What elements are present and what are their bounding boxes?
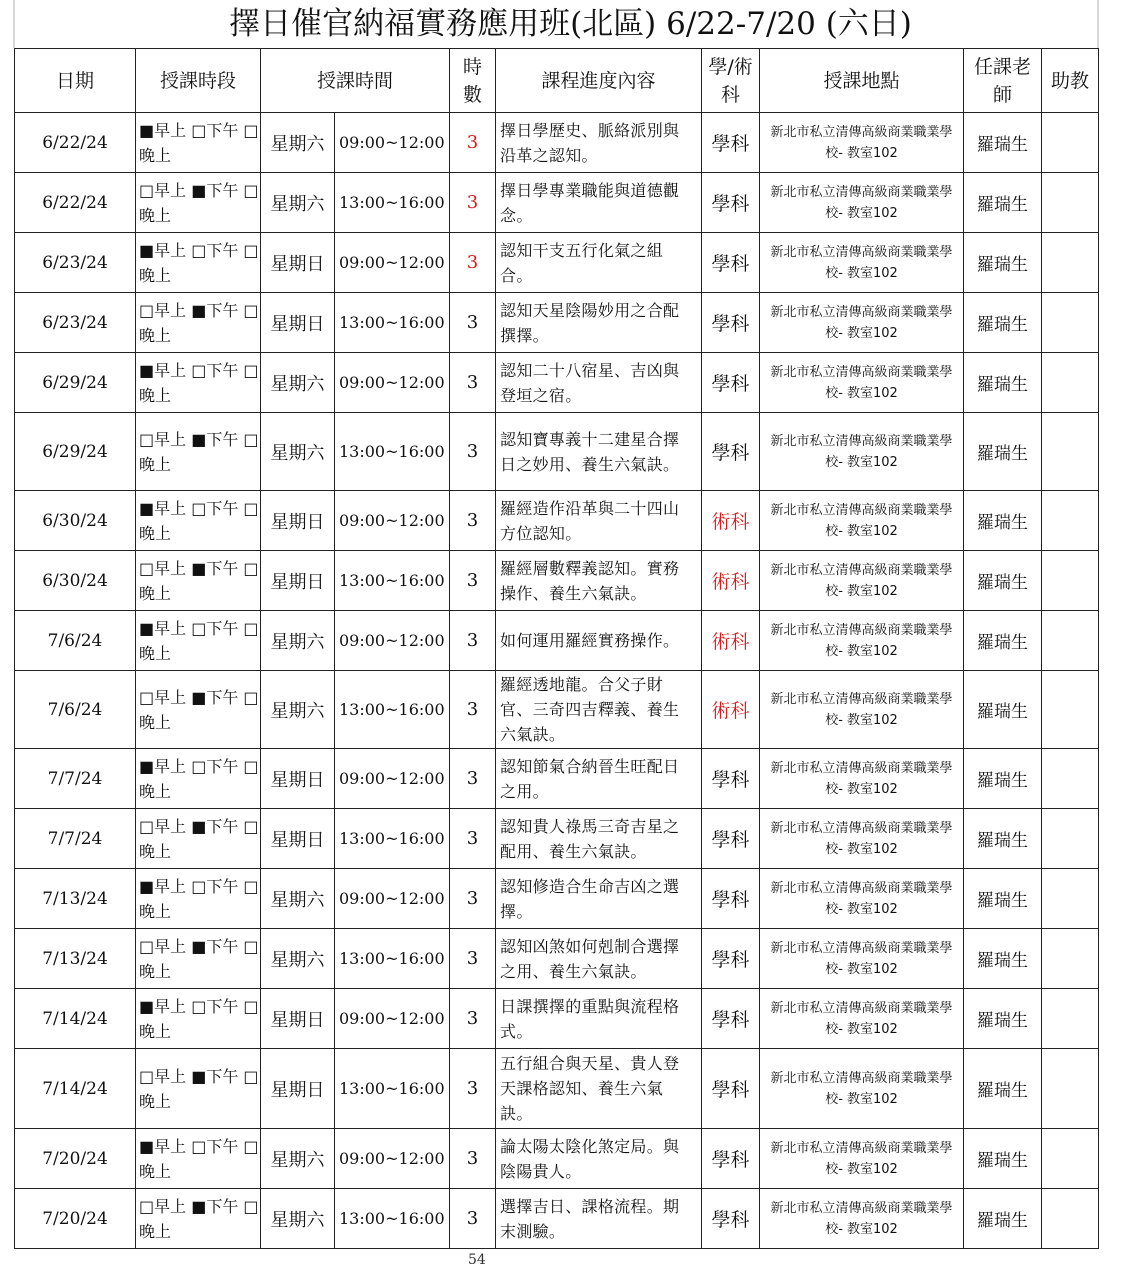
- course-type-cell: 學科: [702, 869, 760, 929]
- course-type-cell: 學科: [702, 989, 760, 1049]
- time-range-cell: 13:00~16:00: [335, 929, 450, 989]
- teacher-cell: 羅瑞生: [964, 809, 1042, 869]
- time-slot-cell: ■早上 □下午 □ 晚上: [136, 749, 261, 809]
- table-row: [15, 989, 1099, 1049]
- assistant-cell: [1042, 671, 1099, 749]
- teacher-cell: 羅瑞生: [964, 353, 1042, 413]
- header-assistant: 助教: [1042, 49, 1099, 113]
- course-type-cell: 學科: [702, 413, 760, 491]
- course-content-cell: 認知修造合生命吉凶之選 擇。: [496, 869, 702, 929]
- teacher-cell: 羅瑞生: [964, 113, 1042, 173]
- date-cell: 6/22/24: [15, 113, 136, 173]
- location-cell: 新北市私立清傳高級商業職業學 校- 教室102: [760, 809, 964, 869]
- date-cell: 7/14/24: [15, 989, 136, 1049]
- time-range-cell: 09:00~12:00: [335, 113, 450, 173]
- hours-cell: 3: [450, 611, 496, 671]
- location-cell: 新北市私立清傳高級商業職業學 校- 教室102: [760, 749, 964, 809]
- header-hours: 時 數: [450, 49, 496, 113]
- time-slot-cell: ■早上 □下午 □ 晚上: [136, 113, 261, 173]
- time-slot-cell: ■早上 □下午 □ 晚上: [136, 989, 261, 1049]
- date-cell: 6/30/24: [15, 491, 136, 551]
- table-row: [15, 491, 1099, 551]
- date-cell: 6/29/24: [15, 353, 136, 413]
- time-slot-cell: □早上 ■下午 □ 晚上: [136, 293, 261, 353]
- teacher-cell: 羅瑞生: [964, 671, 1042, 749]
- table-row: [15, 353, 1099, 413]
- date-cell: 6/29/24: [15, 413, 136, 491]
- weekday-cell: 星期六: [261, 173, 335, 233]
- table-row: [15, 173, 1099, 233]
- header-content: 課程進度內容: [496, 49, 702, 113]
- course-content-cell: 認知凶煞如何剋制合選擇 之用、養生六氣訣。: [496, 929, 702, 989]
- location-cell: 新北市私立清傳高級商業職業學 校- 教室102: [760, 353, 964, 413]
- course-type-cell: 學科: [702, 113, 760, 173]
- date-cell: 6/22/24: [15, 173, 136, 233]
- teacher-cell: 羅瑞生: [964, 413, 1042, 491]
- time-slot-cell: ■早上 □下午 □ 晚上: [136, 611, 261, 671]
- assistant-cell: [1042, 293, 1099, 353]
- course-content-cell: 認知干支五行化氣之組 合。: [496, 233, 702, 293]
- assistant-cell: [1042, 929, 1099, 989]
- weekday-cell: 星期日: [261, 809, 335, 869]
- assistant-cell: [1042, 869, 1099, 929]
- table-row: [15, 551, 1099, 611]
- course-content-cell: 認知貴人祿馬三奇吉星之 配用、養生六氣訣。: [496, 809, 702, 869]
- location-cell: 新北市私立清傳高級商業職業學 校- 教室102: [760, 173, 964, 233]
- teacher-cell: 羅瑞生: [964, 1049, 1042, 1129]
- course-content-cell: 五行組合與天星、貴人登 天課格認知、養生六氣 訣。: [496, 1049, 702, 1129]
- course-type-cell: 術科: [702, 491, 760, 551]
- course-type-cell: 學科: [702, 809, 760, 869]
- date-cell: 6/30/24: [15, 551, 136, 611]
- assistant-cell: [1042, 353, 1099, 413]
- time-range-cell: 09:00~12:00: [335, 869, 450, 929]
- assistant-cell: [1042, 173, 1099, 233]
- course-content-cell: 認知天星陰陽妙用之合配 撰擇。: [496, 293, 702, 353]
- time-slot-cell: □早上 ■下午 □ 晚上: [136, 809, 261, 869]
- location-cell: 新北市私立清傳高級商業職業學 校- 教室102: [760, 611, 964, 671]
- course-content-cell: 擇日學歷史、脈絡派別與 沿革之認知。: [496, 113, 702, 173]
- date-cell: 7/7/24: [15, 809, 136, 869]
- date-cell: 7/20/24: [15, 1129, 136, 1189]
- date-cell: 6/23/24: [15, 293, 136, 353]
- page-number: 54: [468, 1252, 486, 1268]
- time-range-cell: 13:00~16:00: [335, 551, 450, 611]
- course-type-cell: 術科: [702, 611, 760, 671]
- date-cell: 6/23/24: [15, 233, 136, 293]
- table-row: [15, 671, 1099, 749]
- weekday-cell: 星期六: [261, 353, 335, 413]
- hours-cell: 3: [450, 1049, 496, 1129]
- location-cell: 新北市私立清傳高級商業職業學 校- 教室102: [760, 113, 964, 173]
- hours-cell: 3: [450, 989, 496, 1049]
- header-teacher: 任課老 師: [964, 49, 1042, 113]
- course-type-cell: 學科: [702, 749, 760, 809]
- time-range-cell: 13:00~16:00: [335, 293, 450, 353]
- weekday-cell: 星期日: [261, 989, 335, 1049]
- hours-cell: 3: [450, 353, 496, 413]
- hours-cell: 3: [450, 173, 496, 233]
- weekday-cell: 星期日: [261, 491, 335, 551]
- hours-cell: 3: [450, 671, 496, 749]
- header-type: 學/術 科: [702, 49, 760, 113]
- hours-cell: 3: [450, 749, 496, 809]
- teacher-cell: 羅瑞生: [964, 551, 1042, 611]
- weekday-cell: 星期六: [261, 929, 335, 989]
- location-cell: 新北市私立清傳高級商業職業學 校- 教室102: [760, 1189, 964, 1249]
- course-type-cell: 術科: [702, 671, 760, 749]
- time-range-cell: 09:00~12:00: [335, 491, 450, 551]
- time-slot-cell: □早上 ■下午 □ 晚上: [136, 551, 261, 611]
- schedule-table: [14, 48, 1099, 1249]
- location-cell: 新北市私立清傳高級商業職業學 校- 教室102: [760, 413, 964, 491]
- weekday-cell: 星期日: [261, 1049, 335, 1129]
- table-row: [15, 293, 1099, 353]
- location-cell: 新北市私立清傳高級商業職業學 校- 教室102: [760, 929, 964, 989]
- location-cell: 新北市私立清傳高級商業職業學 校- 教室102: [760, 989, 964, 1049]
- assistant-cell: [1042, 233, 1099, 293]
- assistant-cell: [1042, 809, 1099, 869]
- table-row: [15, 233, 1099, 293]
- hours-cell: 3: [450, 1189, 496, 1249]
- time-range-cell: 13:00~16:00: [335, 173, 450, 233]
- teacher-cell: 羅瑞生: [964, 293, 1042, 353]
- hours-cell: 3: [450, 491, 496, 551]
- location-cell: 新北市私立清傳高級商業職業學 校- 教室102: [760, 1129, 964, 1189]
- hours-cell: 3: [450, 413, 496, 491]
- course-type-cell: 學科: [702, 233, 760, 293]
- time-slot-cell: ■早上 □下午 □ 晚上: [136, 353, 261, 413]
- header-slot: 授課時段: [136, 49, 261, 113]
- date-cell: 7/20/24: [15, 1189, 136, 1249]
- time-range-cell: 09:00~12:00: [335, 1129, 450, 1189]
- time-slot-cell: ■早上 □下午 □ 晚上: [136, 1129, 261, 1189]
- time-slot-cell: □早上 ■下午 □ 晚上: [136, 1049, 261, 1129]
- time-slot-cell: ■早上 □下午 □ 晚上: [136, 869, 261, 929]
- course-type-cell: 學科: [702, 929, 760, 989]
- course-content-cell: 擇日學專業職能與道德觀 念。: [496, 173, 702, 233]
- location-cell: 新北市私立清傳高級商業職業學 校- 教室102: [760, 233, 964, 293]
- course-content-cell: 認知節氣合納晉生旺配日 之用。: [496, 749, 702, 809]
- course-type-cell: 學科: [702, 1129, 760, 1189]
- teacher-cell: 羅瑞生: [964, 929, 1042, 989]
- course-content-cell: 羅經造作沿革與二十四山 方位認知。: [496, 491, 702, 551]
- hours-cell: 3: [450, 293, 496, 353]
- date-cell: 7/6/24: [15, 671, 136, 749]
- date-cell: 7/7/24: [15, 749, 136, 809]
- course-type-cell: 學科: [702, 293, 760, 353]
- table-row: [15, 611, 1099, 671]
- time-range-cell: 09:00~12:00: [335, 353, 450, 413]
- course-content-cell: 日課撰擇的重點與流程格 式。: [496, 989, 702, 1049]
- teacher-cell: 羅瑞生: [964, 491, 1042, 551]
- weekday-cell: 星期六: [261, 113, 335, 173]
- teacher-cell: 羅瑞生: [964, 173, 1042, 233]
- course-content-cell: 認知寶專義十二建星合擇 日之妙用、養生六氣訣。: [496, 413, 702, 491]
- weekday-cell: 星期日: [261, 749, 335, 809]
- time-range-cell: 13:00~16:00: [335, 1189, 450, 1249]
- course-type-cell: 學科: [702, 173, 760, 233]
- teacher-cell: 羅瑞生: [964, 869, 1042, 929]
- header-date: 日期: [15, 49, 136, 113]
- course-content-cell: 選擇吉日、課格流程。期 末測驗。: [496, 1189, 702, 1249]
- hours-cell: 3: [450, 113, 496, 173]
- time-slot-cell: □早上 ■下午 □ 晚上: [136, 413, 261, 491]
- teacher-cell: 羅瑞生: [964, 611, 1042, 671]
- location-cell: 新北市私立清傳高級商業職業學 校- 教室102: [760, 671, 964, 749]
- assistant-cell: [1042, 551, 1099, 611]
- weekday-cell: 星期六: [261, 1189, 335, 1249]
- teacher-cell: 羅瑞生: [964, 1129, 1042, 1189]
- course-type-cell: 學科: [702, 1189, 760, 1249]
- location-cell: 新北市私立清傳高級商業職業學 校- 教室102: [760, 293, 964, 353]
- time-slot-cell: □早上 ■下午 □ 晚上: [136, 671, 261, 749]
- weekday-cell: 星期六: [261, 869, 335, 929]
- date-cell: 7/13/24: [15, 929, 136, 989]
- course-type-cell: 術科: [702, 551, 760, 611]
- weekday-cell: 星期六: [261, 611, 335, 671]
- header-time: 授課時間: [261, 49, 450, 113]
- hours-cell: 3: [450, 233, 496, 293]
- time-range-cell: 09:00~12:00: [335, 749, 450, 809]
- course-content-cell: 認知二十八宿星、吉凶與 登垣之宿。: [496, 353, 702, 413]
- time-range-cell: 09:00~12:00: [335, 611, 450, 671]
- table-row: [15, 869, 1099, 929]
- header-place: 授課地點: [760, 49, 964, 113]
- date-cell: 7/6/24: [15, 611, 136, 671]
- assistant-cell: [1042, 989, 1099, 1049]
- hours-cell: 3: [450, 1129, 496, 1189]
- weekday-cell: 星期日: [261, 233, 335, 293]
- assistant-cell: [1042, 1189, 1099, 1249]
- time-range-cell: 13:00~16:00: [335, 1049, 450, 1129]
- time-slot-cell: □早上 ■下午 □ 晚上: [136, 1189, 261, 1249]
- hours-cell: 3: [450, 869, 496, 929]
- header-row: [15, 49, 1099, 113]
- assistant-cell: [1042, 413, 1099, 491]
- teacher-cell: 羅瑞生: [964, 989, 1042, 1049]
- teacher-cell: 羅瑞生: [964, 233, 1042, 293]
- weekday-cell: 星期日: [261, 551, 335, 611]
- assistant-cell: [1042, 1129, 1099, 1189]
- time-range-cell: 13:00~16:00: [335, 809, 450, 869]
- time-slot-cell: ■早上 □下午 □ 晚上: [136, 491, 261, 551]
- hours-cell: 3: [450, 551, 496, 611]
- table-row: [15, 1129, 1099, 1189]
- table-row: [15, 929, 1099, 989]
- date-cell: 7/14/24: [15, 1049, 136, 1129]
- teacher-cell: 羅瑞生: [964, 749, 1042, 809]
- assistant-cell: [1042, 113, 1099, 173]
- weekday-cell: 星期六: [261, 1129, 335, 1189]
- table-row: [15, 1049, 1099, 1129]
- table-row: [15, 1189, 1099, 1249]
- table-row: [15, 113, 1099, 173]
- assistant-cell: [1042, 491, 1099, 551]
- time-range-cell: 09:00~12:00: [335, 233, 450, 293]
- time-range-cell: 13:00~16:00: [335, 671, 450, 749]
- time-range-cell: 13:00~16:00: [335, 413, 450, 491]
- course-content-cell: 羅經層數釋義認知。實務 操作、養生六氣訣。: [496, 551, 702, 611]
- time-slot-cell: □早上 ■下午 □ 晚上: [136, 173, 261, 233]
- time-range-cell: 09:00~12:00: [335, 989, 450, 1049]
- time-slot-cell: □早上 ■下午 □ 晚上: [136, 929, 261, 989]
- location-cell: 新北市私立清傳高級商業職業學 校- 教室102: [760, 1049, 964, 1129]
- date-cell: 7/13/24: [15, 869, 136, 929]
- assistant-cell: [1042, 1049, 1099, 1129]
- page-title: 擇日催官納福實務應用班(北區) 6/22-7/20 (六日): [229, 6, 912, 42]
- course-content-cell: 羅經透地龍。合父子財 官、三奇四吉釋義、養生 六氣訣。: [496, 671, 702, 749]
- table-row: [15, 809, 1099, 869]
- course-type-cell: 學科: [702, 353, 760, 413]
- course-content-cell: 論太陽太陰化煞定局。與 陰陽貴人。: [496, 1129, 702, 1189]
- course-content-cell: 如何運用羅經實務操作。: [496, 611, 702, 671]
- table-row: [15, 749, 1099, 809]
- location-cell: 新北市私立清傳高級商業職業學 校- 教室102: [760, 869, 964, 929]
- assistant-cell: [1042, 749, 1099, 809]
- teacher-cell: 羅瑞生: [964, 1189, 1042, 1249]
- hours-cell: 3: [450, 929, 496, 989]
- table-row: [15, 413, 1099, 491]
- time-slot-cell: ■早上 □下午 □ 晚上: [136, 233, 261, 293]
- course-type-cell: 學科: [702, 1049, 760, 1129]
- weekday-cell: 星期六: [261, 671, 335, 749]
- assistant-cell: [1042, 611, 1099, 671]
- hours-cell: 3: [450, 809, 496, 869]
- weekday-cell: 星期日: [261, 293, 335, 353]
- weekday-cell: 星期六: [261, 413, 335, 491]
- location-cell: 新北市私立清傳高級商業職業學 校- 教室102: [760, 491, 964, 551]
- location-cell: 新北市私立清傳高級商業職業學 校- 教室102: [760, 551, 964, 611]
